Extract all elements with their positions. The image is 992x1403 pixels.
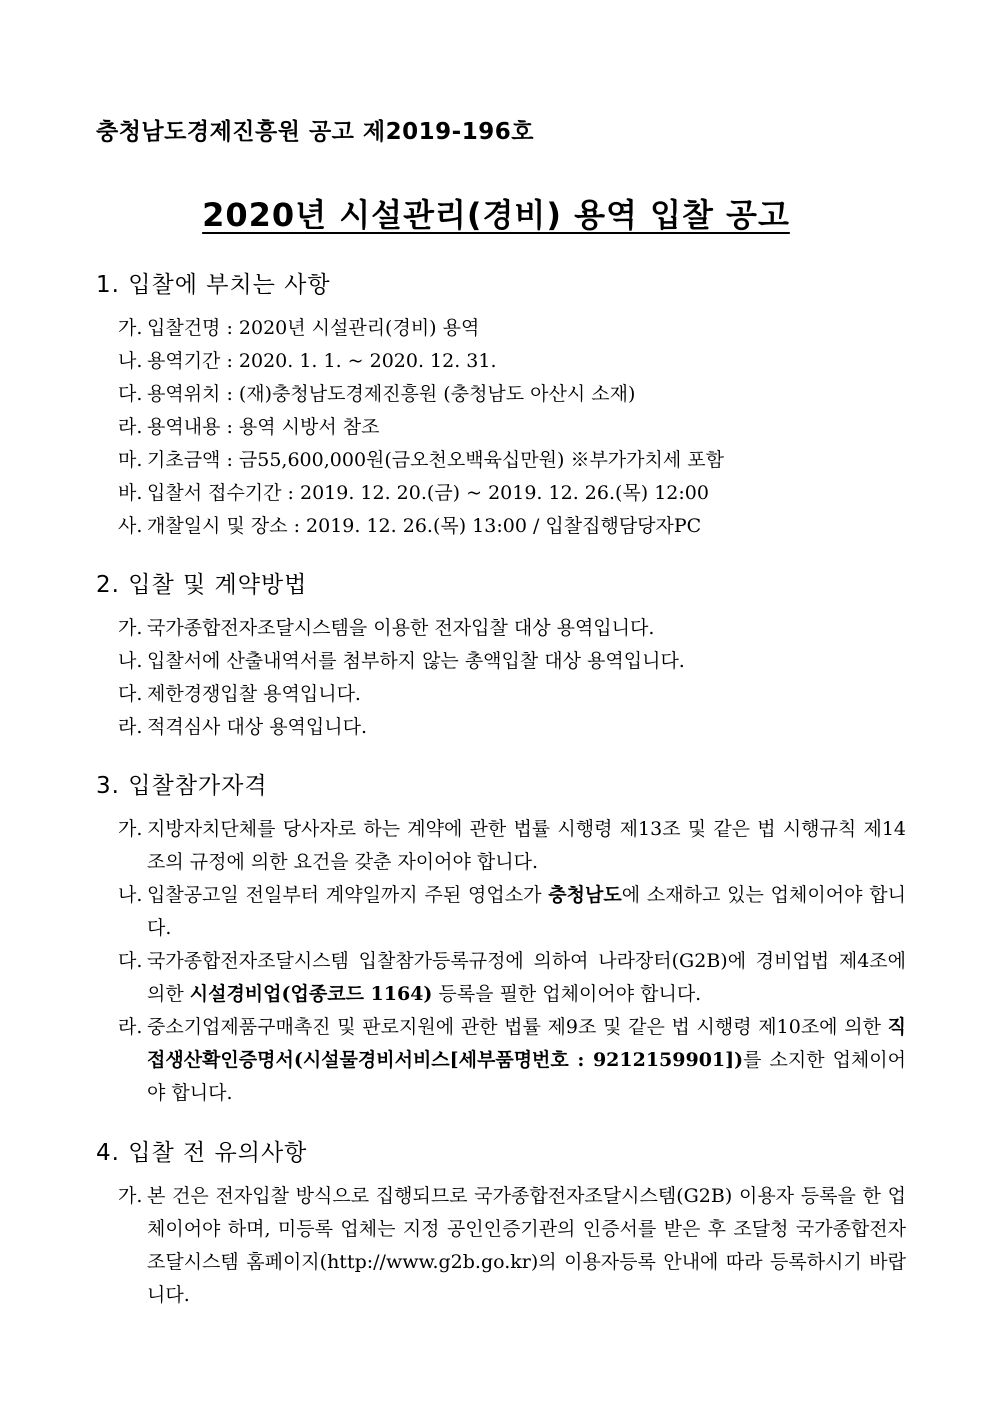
- list-item: [96, 1180, 906, 1312]
- item-text-part: 를 소지한 업체이어야 합니다.: [147, 1049, 906, 1104]
- item-text: 입찰건명 : 2020년 시설관리(경비) 용역: [147, 317, 480, 339]
- item-text: 국가종합전자조달시스템을 이용한 전자입찰 대상 용역입니다.: [147, 617, 655, 639]
- item-text-emphasis: 충청남도: [548, 884, 622, 906]
- item-mark: 가.: [118, 818, 143, 840]
- item-mark: 가.: [118, 1185, 143, 1207]
- section-heading: 4. 입찰 전 유의사항: [96, 1140, 308, 1166]
- list-item: [96, 312, 906, 345]
- item-text: 본 건은 전자입찰 방식으로 집행되므로 국가종합전자조달시스템(G2B) 이용자 등록을 한 업체이어야 하며, 미등록 업체는 지정 공인인증기관의 인증서를 받은 후 조달청 국가종합전자조달시스템 홈페이지(http://www.g2b.go.kr)의 이용자등록 안내에 따라 등록하시기 바랍니다.: [147, 1185, 906, 1306]
- list-item: [96, 678, 906, 711]
- item-text: 적격심사 대상 용역입니다.: [147, 716, 368, 738]
- item-text: 용역위치 : (재)충청남도경제진흥원 (충청남도 아산시 소재): [147, 383, 636, 405]
- item-text-part: 등록을 필한 업체이어야 합니다.: [432, 983, 702, 1005]
- list-item: [96, 444, 906, 477]
- item-text: 입찰서에 산출내역서를 첨부하지 않는 총액입찰 대상 용역입니다.: [147, 650, 685, 672]
- item-mark: 라.: [118, 1016, 143, 1038]
- item-text: 기초금액 : 금55,600,000원(금오천오백육십만원) ※부가가치세 포함: [147, 449, 724, 471]
- list-item: [96, 345, 906, 378]
- item-text: 입찰서 접수기간 : 2019. 12. 20.(금) ~ 2019. 12. 26.(목) 12:00: [147, 482, 709, 504]
- item-mark: 마.: [118, 449, 143, 471]
- item-mark: 바.: [118, 482, 143, 504]
- item-text-part: 입찰공고일 전일부터 계약일까지 주된 영업소가: [147, 884, 549, 906]
- list-item: [96, 1011, 906, 1110]
- item-mark: 나.: [118, 350, 143, 372]
- item-mark: 다.: [118, 950, 143, 972]
- item-text-emphasis: 시설경비업(업종코드 1164): [189, 983, 433, 1005]
- item-text-emphasis: 직접생산확인증명서(시설물경비서비스[세부품명번호 : 9212159901]): [147, 1016, 906, 1071]
- item-mark: 다.: [118, 383, 143, 405]
- section-contract-method: [96, 568, 906, 744]
- item-text: 용역기간 : 2020. 1. 1. ~ 2020. 12. 31.: [147, 350, 497, 372]
- list-item: [96, 612, 906, 645]
- item-text: 개찰일시 및 장소 : 2019. 12. 26.(목) 13:00 / 입찰집행담당자PC: [147, 515, 702, 537]
- item-text: [147, 879, 906, 945]
- section-qualification: [96, 769, 906, 1110]
- item-mark: 나.: [118, 884, 143, 906]
- list-item: [96, 477, 906, 510]
- section-heading: 3. 입찰참가자격: [96, 773, 268, 799]
- item-mark: 가.: [118, 317, 143, 339]
- item-text: [147, 1011, 906, 1110]
- list-item: [96, 945, 906, 1011]
- item-mark: 가.: [118, 617, 143, 639]
- list-item: [96, 879, 906, 945]
- item-mark: 사.: [118, 515, 143, 537]
- item-text: 제한경쟁입찰 용역입니다.: [147, 683, 361, 705]
- item-text: 지방자치단체를 당사자로 하는 계약에 관한 법률 시행령 제13조 및 같은 법 시행규칙 제14조의 규정에 의한 요건을 갖춘 자이어야 합니다.: [147, 818, 906, 873]
- section-bid-items: [96, 268, 906, 543]
- item-text-part: 에 소재하고 있는 업체이어야 합니다.: [147, 884, 906, 939]
- notice-number: 충청남도경제진흥원 공고 제2019-196호: [96, 119, 534, 145]
- list-item: [96, 711, 906, 744]
- item-text-part: 국가종합전자조달시스템 입찰참가등록규정에 의하여 나라장터(G2B)에 경비업법 제4조에 의한: [147, 950, 906, 1005]
- list-item: [96, 378, 906, 411]
- section-heading: 1. 입찰에 부치는 사항: [96, 272, 331, 298]
- item-mark: 라.: [118, 416, 143, 438]
- item-mark: 라.: [118, 716, 143, 738]
- item-text-part: 중소기업제품구매촉진 및 판로지원에 관한 법률 제9조 및 같은 법 시행령 제10조에 의한: [147, 1016, 888, 1038]
- list-item: [96, 411, 906, 444]
- page-title: [0, 190, 992, 236]
- page-title-text: 2020년 시설관리(경비) 용역 입찰 공고: [202, 196, 790, 234]
- item-mark: 다.: [118, 683, 143, 705]
- item-mark: 나.: [118, 650, 143, 672]
- section-heading: 2. 입찰 및 계약방법: [96, 572, 308, 598]
- list-item: [96, 813, 906, 879]
- list-item: [96, 645, 906, 678]
- item-text: [147, 945, 906, 1011]
- section-precautions: [96, 1136, 906, 1312]
- item-text: 용역내용 : 용역 시방서 참조: [147, 416, 380, 438]
- list-item: [96, 510, 906, 543]
